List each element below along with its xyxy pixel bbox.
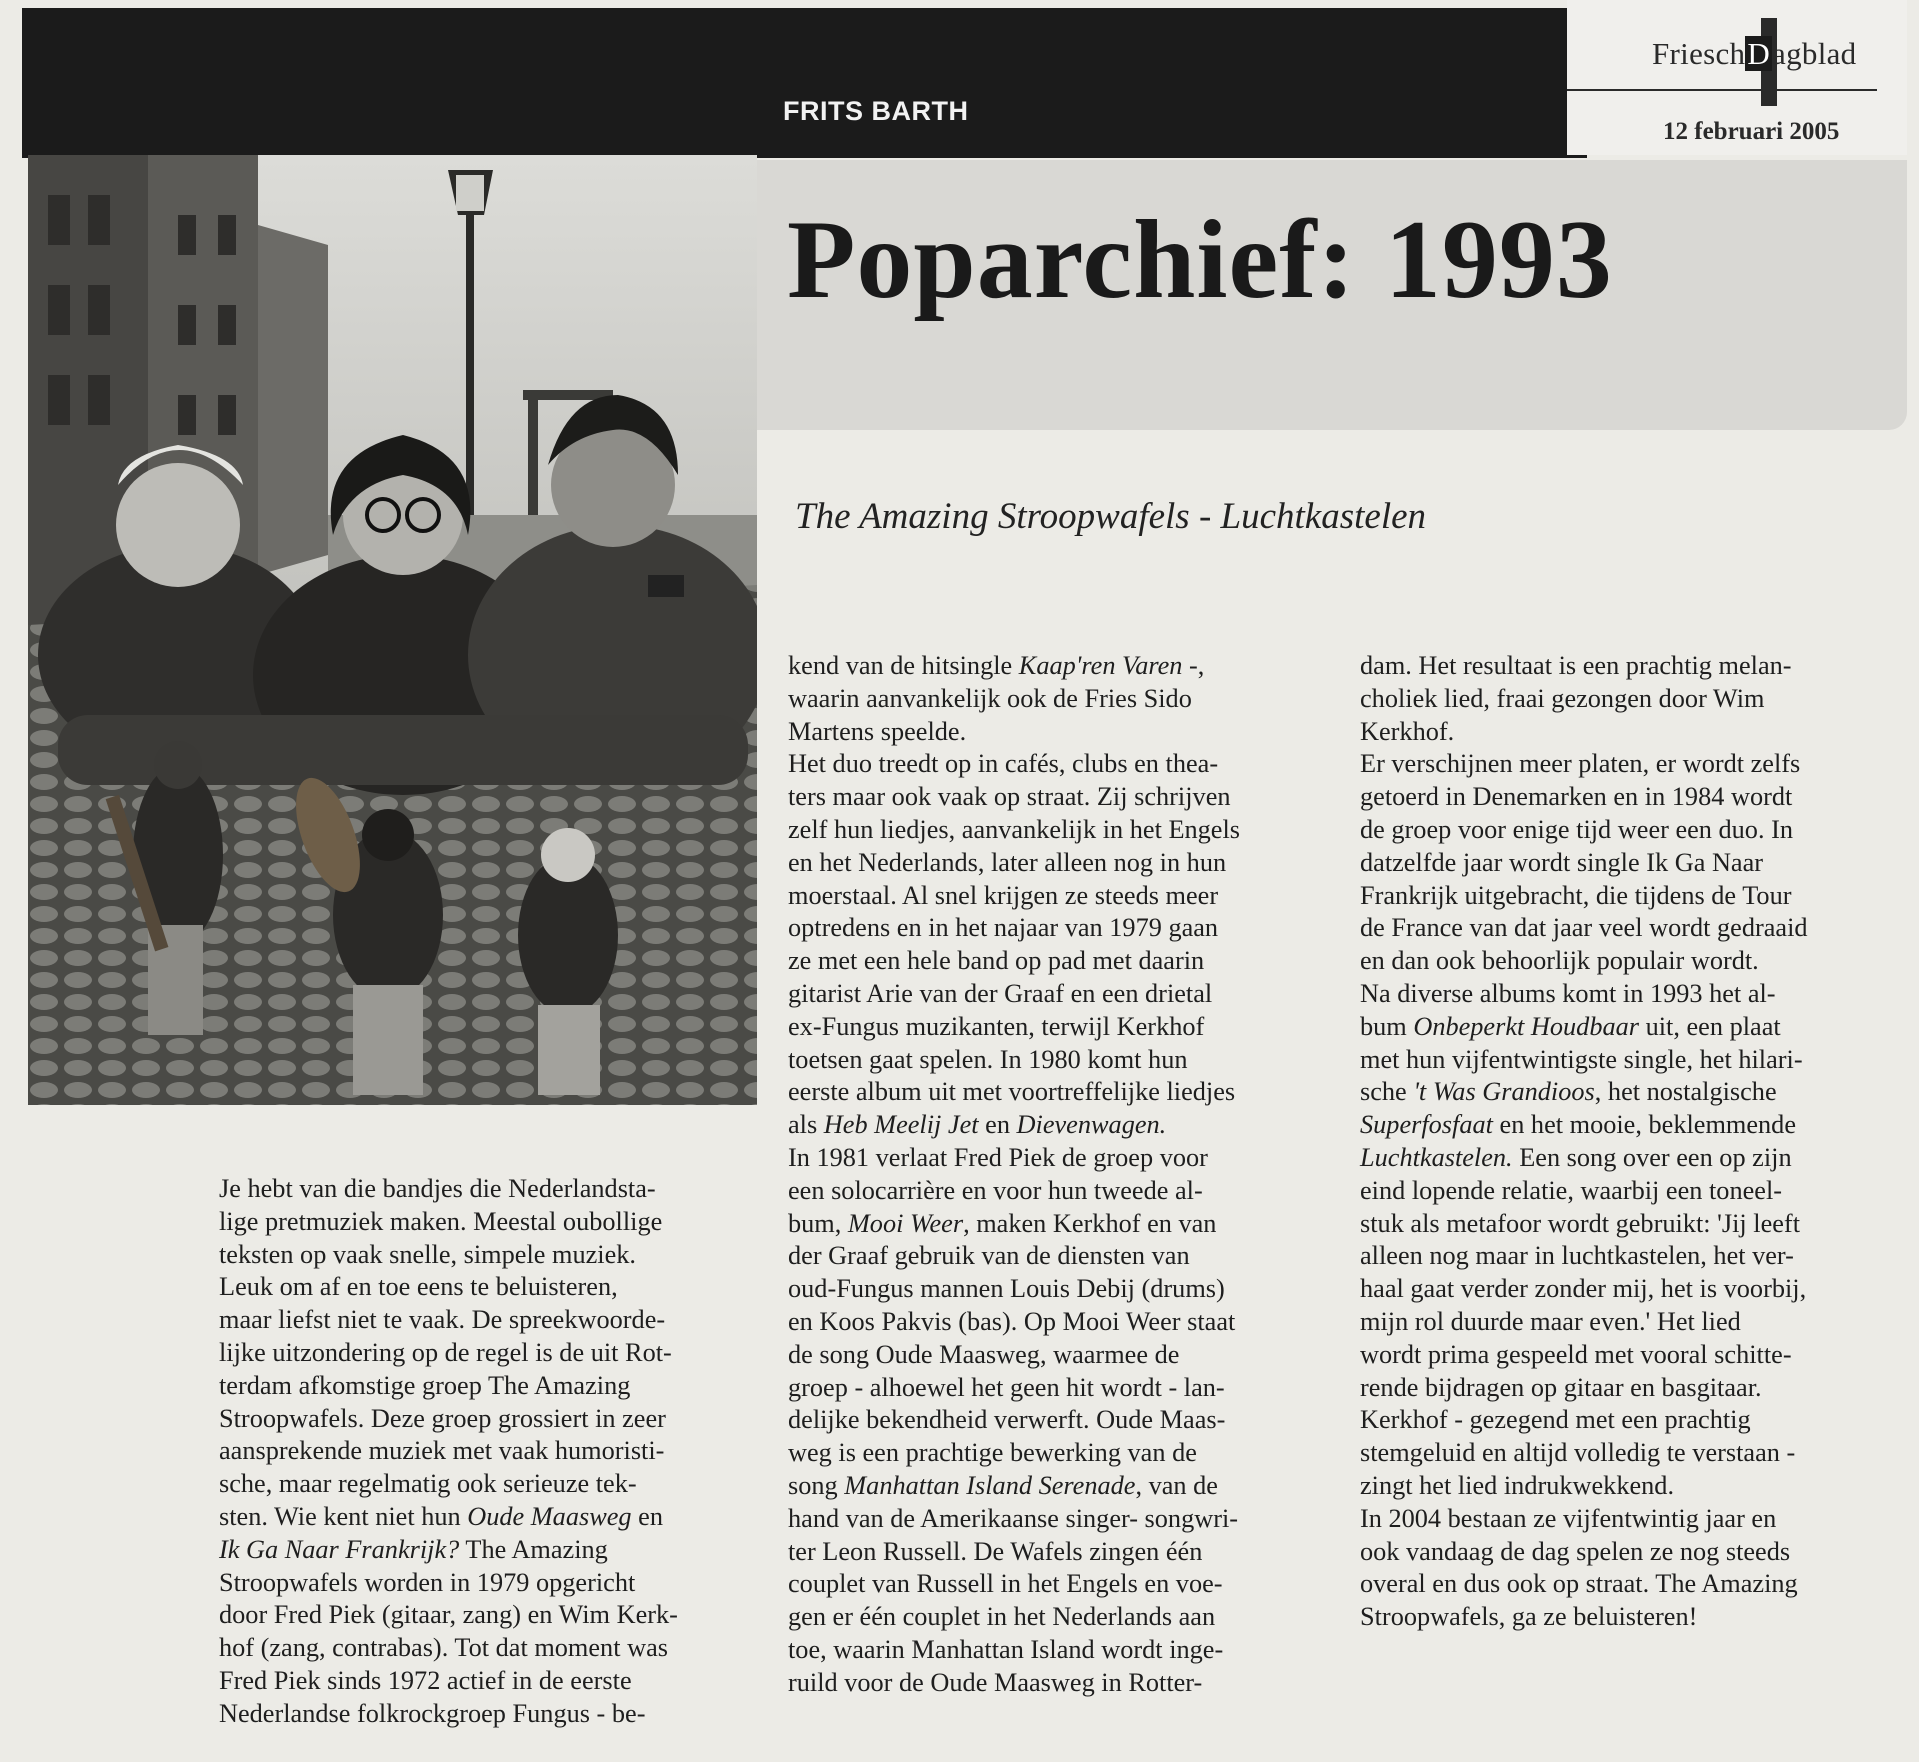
article-line: In 1981 verlaat Fred Piek de groep voor [788, 1142, 1208, 1172]
article-line: de groep voor enige tijd weer een duo. In [1360, 814, 1794, 844]
article-line: de France van dat jaar veel wordt gedraaid [1360, 913, 1808, 943]
newspaper-name-part2: agblad [1772, 36, 1857, 71]
article-line: hof (zang, contrabas). Tot dat moment was [219, 1633, 668, 1663]
article-line: en Koos Pakvis (bas). Op Mooi Weer staat [788, 1306, 1236, 1336]
newspaper-name-initial: D [1747, 36, 1771, 71]
article-line: haal gaat verder zonder mij, het is voorbij, [1360, 1274, 1807, 1304]
article-line: toetsen gaat spelen. In 1980 komt hun [788, 1044, 1188, 1074]
article-line: teksten op vaak snelle, simpele muziek. [219, 1239, 636, 1269]
band-photo-icon [28, 155, 757, 1105]
article-line: Leuk om af en toe eens te beluisteren, [219, 1272, 618, 1302]
article-line: Superfosfaat en het mooie, beklemmende [1360, 1110, 1796, 1140]
article-line: optredens en in het najaar van 1979 gaan [788, 913, 1219, 943]
article-line: couplet van Russell in het Engels en voe- [788, 1569, 1223, 1599]
article-line: choliek lied, fraai gezongen door Wim [1360, 683, 1765, 713]
article-line: mijn rol duurde maar even.' Het lied [1360, 1306, 1741, 1336]
article-line: lige pretmuziek maken. Meestal oubollige [219, 1206, 663, 1236]
author-byline: FRITS BARTH [783, 96, 969, 126]
article-line: Nederlandse folkrockgroep Fungus - be- [219, 1698, 646, 1728]
article-line: zingt het lied indrukwekkend. [1360, 1470, 1675, 1500]
article-line: rende bijdragen op gitaar en basgitaar. [1360, 1372, 1762, 1402]
article-column-3 [1360, 650, 1900, 1634]
article-subtitle: The Amazing Stroopwafels - Luchtkastelen [795, 496, 1427, 537]
article-line: Kerkhof. [1360, 716, 1455, 746]
article-line: bum Onbeperkt Houdbaar uit, een plaat [1360, 1011, 1781, 1041]
article-line: ters maar ook vaak op straat. Zij schrijven [788, 782, 1231, 812]
article-line: eind lopende relatie, waarbij een toneel- [1360, 1175, 1783, 1205]
article-line: Martens speelde. [788, 716, 967, 746]
masthead-rule-horizontal [1567, 89, 1877, 91]
article-line: ruild voor de Oude Maasweg in Rotter- [788, 1667, 1203, 1697]
article-line: Ik Ga Naar Frankrijk? The Amazing [219, 1534, 608, 1564]
article-line: Stroopwafels. Deze groep grossiert in zeer [219, 1403, 666, 1433]
article-line: als Heb Meelij Jet en Dievenwagen. [788, 1110, 1167, 1140]
article-line: moerstaal. Al snel krijgen ze steeds meer [788, 880, 1219, 910]
article-line: sche, maar regelmatig ook serieuze tek- [219, 1469, 637, 1499]
article-line: een solocarrière en voor hun tweede al- [788, 1175, 1203, 1205]
article-line: ook vandaag de dag spelen ze nog steeds [1360, 1536, 1791, 1566]
issue-date: 12 februari 2005 [1663, 118, 1840, 145]
article-line: gitarist Arie van der Graaf en een drietal [788, 978, 1213, 1008]
article-line: Na diverse albums komt in 1993 het al- [1360, 978, 1776, 1008]
article-line: weg is een prachtige bewerking van de [788, 1438, 1197, 1468]
article-line: Er verschijnen meer platen, er wordt zelfs [1360, 749, 1801, 779]
article-line: overal en dus ook op straat. The Amazing [1360, 1569, 1798, 1599]
article-title: Poparchief: 1993 [787, 198, 1613, 322]
article-line: bum, Mooi Weer, maken Kerkhof en van [788, 1208, 1217, 1238]
article-line: Frankrijk uitgebracht, die tijdens de Tour [1360, 880, 1792, 910]
article-line: datzelfde jaar wordt single Ik Ga Naar [1360, 847, 1764, 877]
article-column-1 [219, 1173, 744, 1731]
article-line: Fred Piek sinds 1972 actief in de eerste [219, 1665, 632, 1695]
article-line: groep - alhoewel het geen hit wordt - lan- [788, 1372, 1225, 1402]
header-bar [22, 8, 1587, 158]
article-line: maar liefst niet te vaak. De spreekwoorde- [219, 1305, 666, 1335]
article-line: stuk als metafoor wordt gebruikt: 'Jij leeft [1360, 1208, 1800, 1238]
article-line: ze met een hele band op pad met daarin [788, 946, 1205, 976]
article-line: Het duo treedt op in cafés, clubs en thea- [788, 749, 1219, 779]
article-line: met hun vijfentwintigste single, het hilari- [1360, 1044, 1803, 1074]
newspaper-name [1652, 36, 1856, 72]
newspaper-name-part1: Friesch [1652, 36, 1746, 71]
article-line: wordt prima gespeeld met vooral schitte- [1360, 1339, 1792, 1369]
article-line: song Manhattan Island Serenade, van de [788, 1470, 1218, 1500]
article-line: hand van de Amerikaanse singer- songwri- [788, 1503, 1239, 1533]
article-line: dam. Het resultaat is een prachtig melan- [1360, 651, 1792, 680]
article-line: Je hebt van die bandjes die Nederlandsta- [219, 1174, 656, 1203]
article-line: en het Nederlands, later alleen nog in hun [788, 847, 1227, 877]
article-line: waarin aanvankelijk ook de Fries Sido [788, 683, 1192, 713]
article-line: terdam afkomstige groep The Amazing [219, 1370, 631, 1400]
article-line: oud-Fungus mannen Louis Debij (drums) [788, 1274, 1225, 1304]
article-line: gen er één couplet in het Nederlands aan [788, 1602, 1216, 1632]
article-line: en dan ook behoorlijk populair wordt. [1360, 946, 1759, 976]
article-line: lijke uitzondering op de regel is de uit Rot- [219, 1337, 672, 1367]
article-line: In 2004 bestaan ze vijfentwintig jaar en [1360, 1503, 1777, 1533]
article-line: ter Leon Russell. De Wafels zingen één [788, 1536, 1203, 1566]
article-line: aansprekende muziek met vaak humoristi- [219, 1436, 665, 1466]
article-line: toe, waarin Manhattan Island wordt inge- [788, 1634, 1224, 1664]
article-line: getoerd in Denemarken en in 1984 wordt [1360, 782, 1793, 812]
article-line: de song Oude Maasweg, waarmee de [788, 1339, 1180, 1369]
article-line: kend van de hitsingle Kaap'ren Varen -, [788, 651, 1205, 680]
article-line: stemgeluid en altijd volledig te verstaan - [1360, 1438, 1796, 1468]
article-line: Stroopwafels, ga ze beluisteren! [1360, 1602, 1698, 1632]
article-column-2 [788, 650, 1318, 1700]
article-line: door Fred Piek (gitaar, zang) en Wim Kerk- [219, 1600, 678, 1630]
article-line: eerste album uit met voortreffelijke liedjes [788, 1077, 1236, 1107]
article-line: der Graaf gebruik van de diensten van [788, 1241, 1190, 1271]
article-line: alleen nog maar in luchtkastelen, het ver- [1360, 1241, 1794, 1271]
article-line: delijke bekendheid verwerft. Oude Maas- [788, 1405, 1226, 1435]
article-line: sten. Wie kent niet hun Oude Maasweg en [219, 1501, 663, 1531]
article-line: Kerkhof - gezegend met een prachtig [1360, 1405, 1751, 1435]
article-line: zelf hun liedjes, aanvankelijk in het Engels [788, 814, 1241, 844]
article-line: ex-Fungus muzikanten, terwijl Kerkhof [788, 1011, 1205, 1041]
article-line: Stroopwafels worden in 1979 opgericht [219, 1567, 636, 1597]
article-line: sche 't Was Grandioos, het nostalgische [1360, 1077, 1777, 1107]
band-photo [28, 155, 757, 1105]
article-line: Luchtkastelen. Een song over een op zijn [1360, 1142, 1792, 1172]
